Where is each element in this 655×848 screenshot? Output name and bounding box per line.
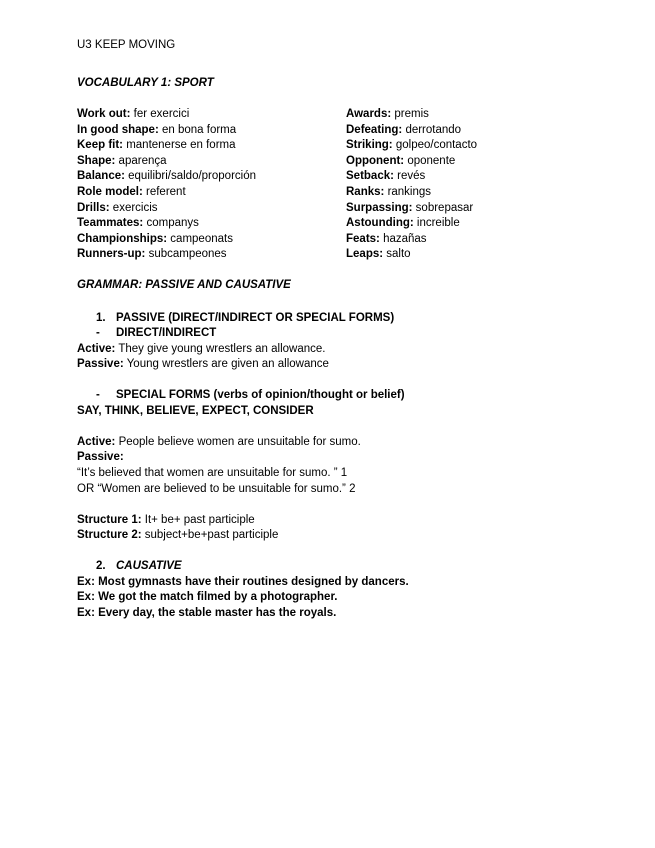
- causative-example: Ex: We got the match filmed by a photographer.: [77, 591, 338, 603]
- document-header: U3 KEEP MOVING: [77, 39, 176, 51]
- causative-example: Ex: Most gymnasts have their routines designed by dancers.: [77, 576, 409, 588]
- vocab-item: Balance: equilibri/saldo/proporción: [77, 170, 256, 183]
- vocab-item: Opponent: oponente: [346, 154, 456, 167]
- vocab-item: Work out: fer exercici: [77, 108, 190, 120]
- vocab-item: Leaps: salto: [346, 248, 411, 261]
- vocab-item: Defeating: derrotando: [346, 123, 462, 136]
- structure-2: Structure 2: subject+be+past participle: [77, 529, 279, 541]
- vocab-item: Ranks: rankings: [346, 185, 432, 198]
- vocab-item: Role model: referent: [77, 185, 186, 198]
- vocab-item: Teammates: companys: [77, 217, 199, 230]
- vocab-item: Shape: aparença: [77, 154, 167, 167]
- verbs-list: SAY, THINK, BELIEVE, EXPECT, CONSIDER: [77, 405, 314, 417]
- passive-label-2: Passive:: [77, 451, 124, 463]
- vocab-item: Feats: hazañas: [346, 232, 427, 245]
- passive-example-structure-2: OR “Women are believed to be unsuitable for sumo.” 2: [77, 483, 356, 495]
- special-forms-subheading: - SPECIAL FORMS (verbs of opinion/thought or belief): [96, 389, 405, 401]
- vocab-item: Drills: exercicis: [77, 201, 158, 214]
- vocab-item: Setback: revés: [346, 170, 426, 183]
- vocab-item: Awards: premis: [346, 108, 429, 120]
- vocab-item: Astounding: increible: [346, 217, 460, 230]
- vocab-item: Championships: campeonats: [77, 232, 233, 245]
- vocab-item: Runners-up: subcampeones: [77, 248, 227, 261]
- grammar-title: GRAMMAR: PASSIVE AND CAUSATIVE: [77, 279, 291, 291]
- direct-indirect-subheading: - DIRECT/INDIRECT: [96, 327, 217, 339]
- causative-example: Ex: Every day, the stable master has the royals.: [77, 607, 337, 619]
- vocab-item: Keep fit: mantenerse en forma: [77, 139, 236, 152]
- causative-heading: 2. CAUSATIVE: [96, 560, 182, 572]
- passive-example: Passive: Young wrestlers are given an allowance: [77, 358, 329, 370]
- vocab-item: In good shape: en bona forma: [77, 123, 237, 136]
- passive-example-structure-1: “It’s believed that women are unsuitable for sumo. ” 1: [77, 467, 348, 479]
- vocabulary-right-column: [346, 107, 477, 263]
- passive-heading: 1. PASSIVE (DIRECT/INDIRECT OR SPECIAL FORMS): [96, 312, 395, 324]
- vocabulary-title: VOCABULARY 1: SPORT: [77, 77, 214, 89]
- structure-1: Structure 1: It+ be+ past participle: [77, 514, 255, 526]
- vocab-item: Surpassing: sobrepasar: [346, 201, 474, 214]
- active-example: Active: They give young wrestlers an allowance.: [77, 343, 326, 355]
- vocabulary-left-column: [77, 107, 256, 263]
- active-example-2: Active: People believe women are unsuitable for sumo.: [77, 436, 361, 448]
- vocab-item: Striking: golpeo/contacto: [346, 139, 478, 152]
